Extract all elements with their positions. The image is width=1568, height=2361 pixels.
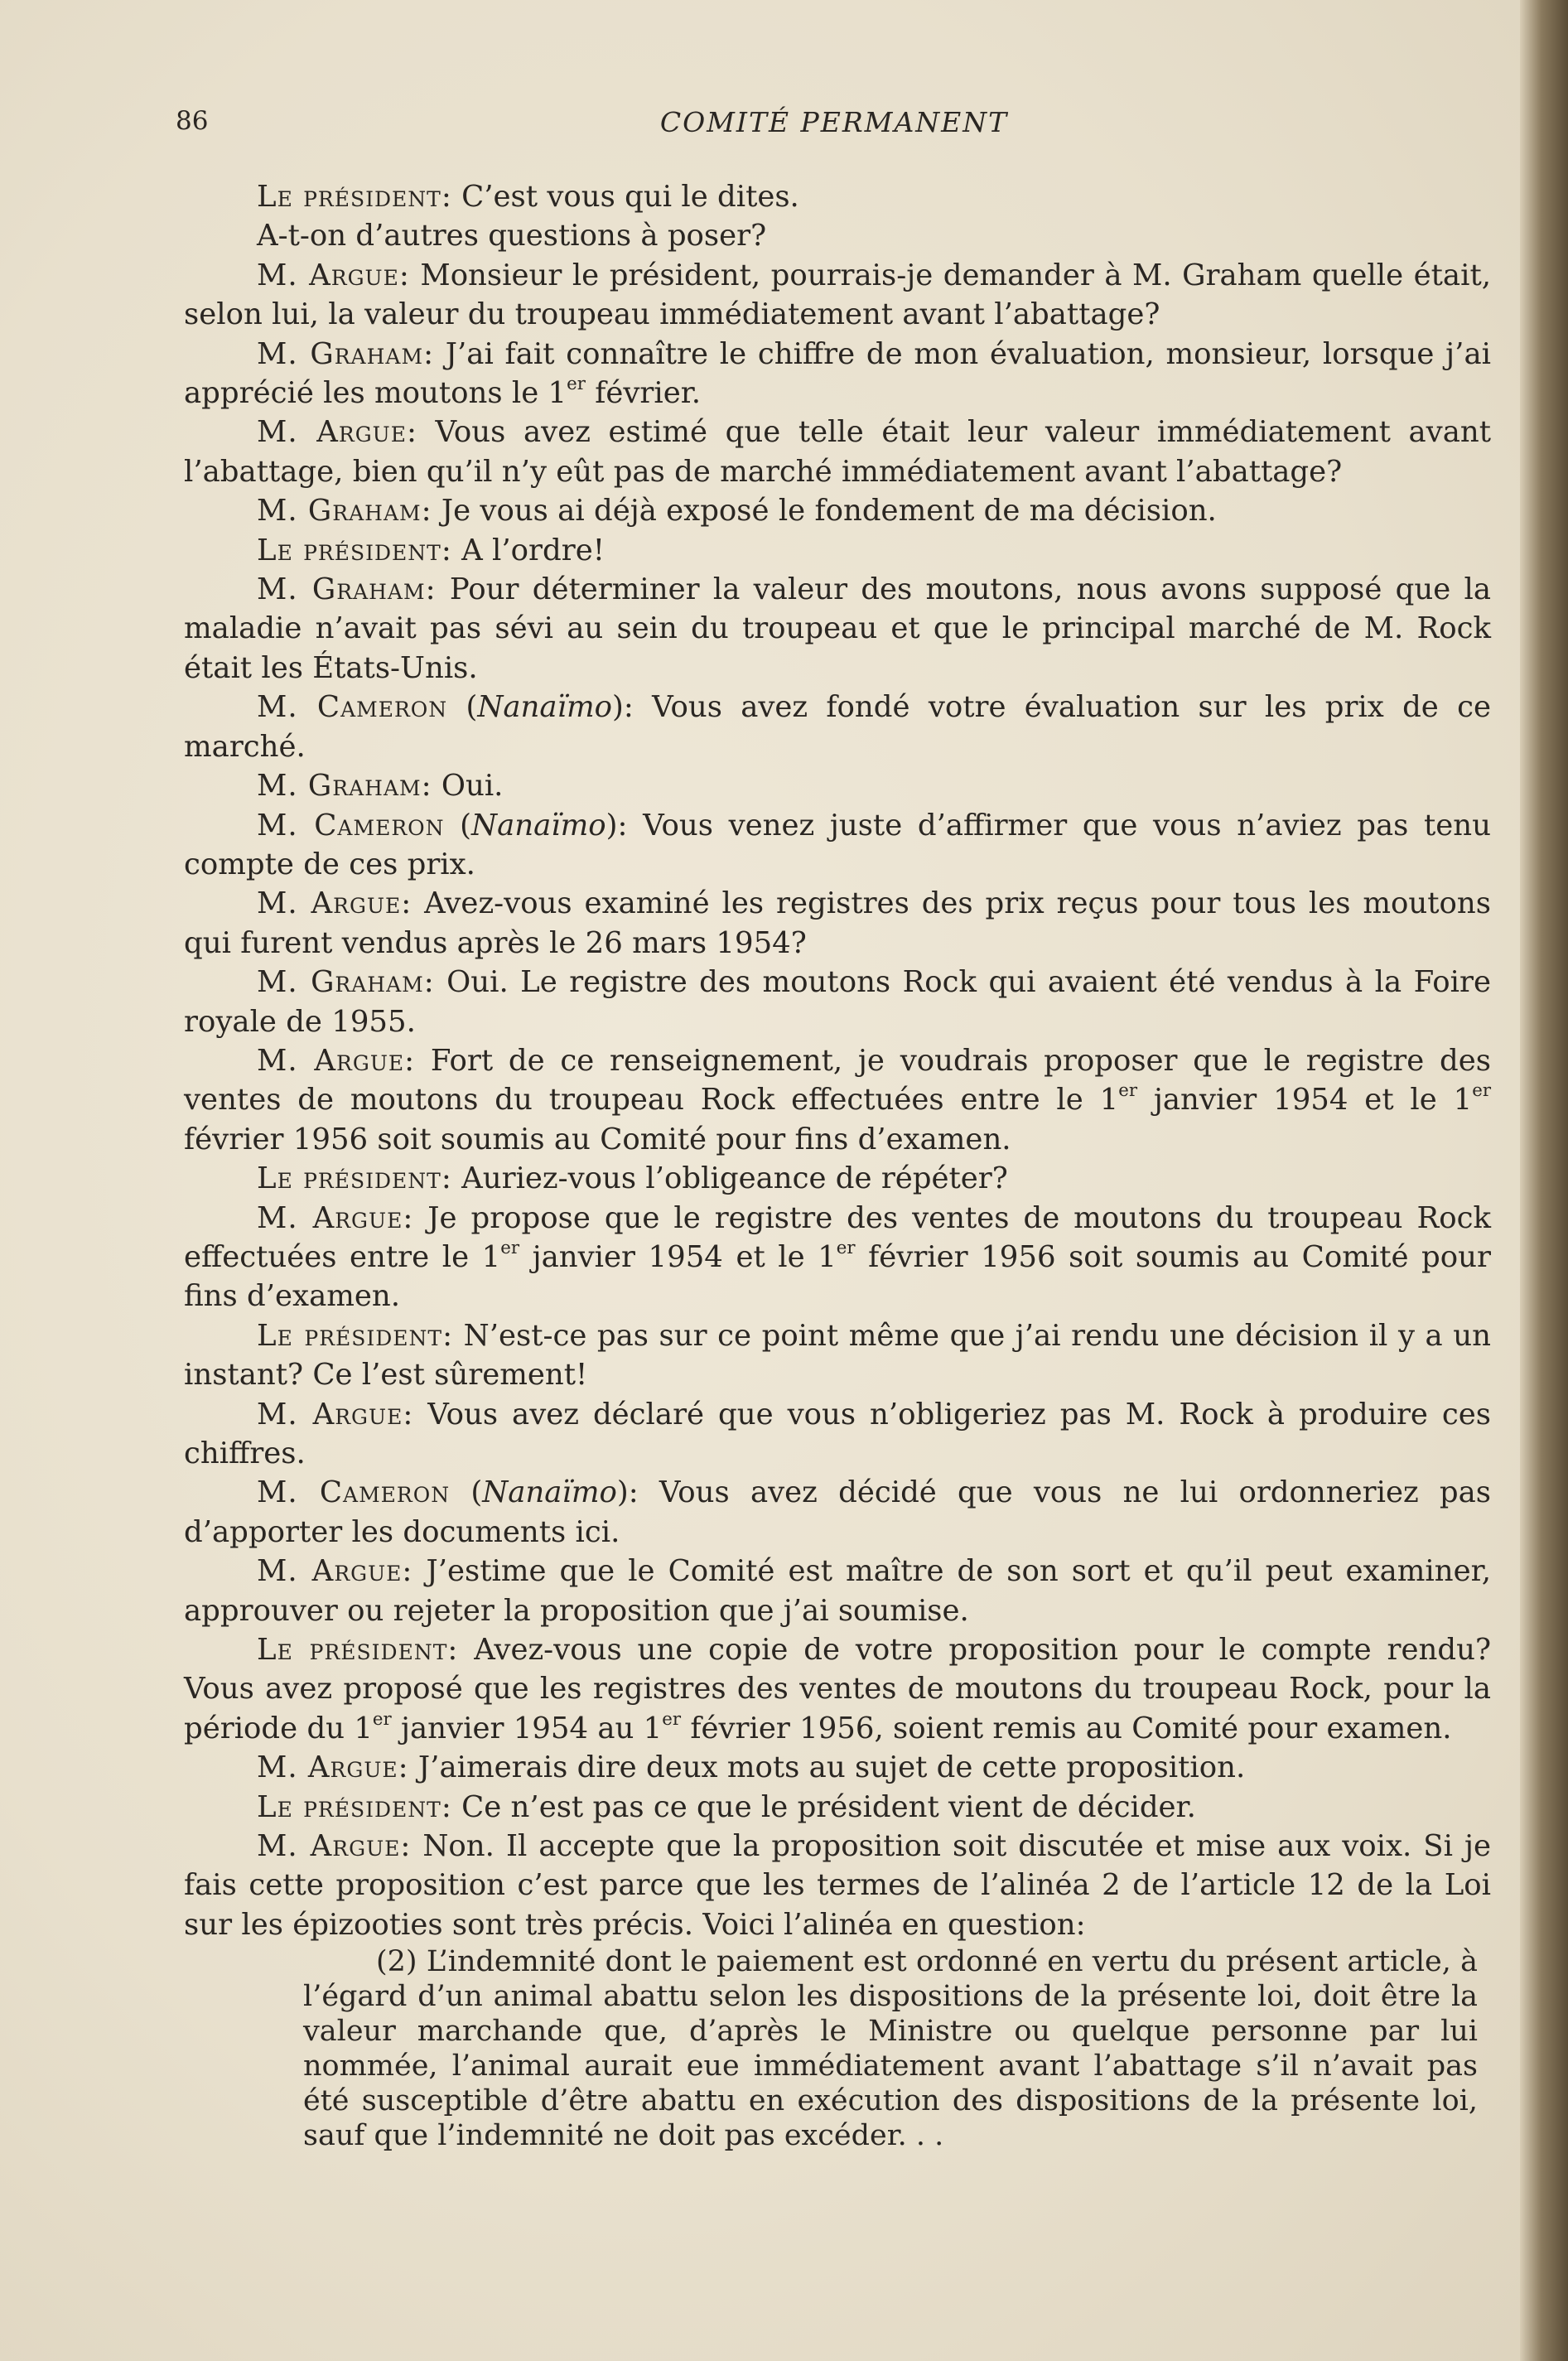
speaker: M. Graham: xyxy=(257,336,435,371)
page-number: 86 xyxy=(176,106,209,136)
paragraph: Le président: A l’ordre! xyxy=(257,533,605,567)
speaker: M. Graham: xyxy=(257,572,437,607)
speaker-riding: Nanaïmo xyxy=(482,1475,617,1510)
speaker: M. Graham: xyxy=(257,965,435,1000)
speaker-riding: Nanaïmo xyxy=(471,808,606,843)
speaker: Le président: xyxy=(257,1161,452,1196)
paragraph: M. Graham: Oui. Le registre des moutons Rock qui avaient été vendus à la Foire royale de 1955. xyxy=(184,965,1491,1039)
speaker: M. Argue: xyxy=(257,886,413,921)
speaker: Le président: xyxy=(257,180,452,214)
speaker: Le président: xyxy=(257,1633,459,1668)
paragraph: M. Argue: Vous avez déclaré que vous n’obligeriez pas M. Rock à produire ces chiffres. xyxy=(184,1397,1491,1470)
speaker: M. Cameron xyxy=(257,808,445,843)
speaker: M. Argue: xyxy=(257,1829,412,1864)
paragraph: M. Argue: Vous avez estimé que telle était leur valeur immédiatement avant l’abattage, bien qu’il n’y eût pas de marché immédiatement avant l’abattage? xyxy=(184,415,1491,489)
paragraph: M. Argue: Fort de ce renseignement, je voudrais proposer que le registre des ventes de moutons du troupeau Rock effectuées entre le 1er janvier 1954 et le 1er février 1956 soit soumis au Comité pour fins d’examen. xyxy=(184,1043,1492,1156)
paragraph: M. Cameron (Nanaïmo): Vous avez décidé que vous ne lui ordonneriez pas d’apporter les documents ici. xyxy=(184,1475,1491,1549)
paragraph: M. Argue: Je propose que le registre des ventes de moutons du troupeau Rock effectuées entre le 1er janvier 1954 et le 1er février 1956 soit soumis au Comité pour fins d’examen. xyxy=(184,1200,1491,1314)
paragraph: M. Cameron (Nanaïmo): Vous venez juste d’affirmer que vous n’aviez pas tenu compte de ces prix. xyxy=(184,808,1491,881)
speaker: Le président: xyxy=(257,533,452,567)
paragraph: M. Graham: Oui. xyxy=(257,769,504,804)
speaker-riding: Nanaïmo xyxy=(477,690,612,725)
speaker: M. Cameron xyxy=(257,690,448,725)
page-body xyxy=(184,177,1491,2153)
paragraph: M. Graham: Pour déterminer la valeur des moutons, nous avons supposé que la maladie n’avait pas sévi au sein du troupeau et que le principal marché de M. Rock était les États-Unis. xyxy=(184,572,1491,685)
quoted-statute: (2) L’indemnité dont le paiement est ordonné en vertu du présent article, à l’égard d’un animal abattu selon les dispositions de la présente loi, doit être la valeur marchande que, d’après le Ministre ou quelque personne par lui nommée, l’animal aurait eue immédiatement avant l’abattage s’il n’avait pas été susceptible d’être abattu en exécution des dispositions de la présente loi, sauf que l’indemnité ne doit pas excéder. . . xyxy=(303,1945,1478,2153)
paragraph: M. Graham: J’ai fait connaître le chiffre de mon évaluation, monsieur, lorsque j’ai apprécié les moutons le 1er février. xyxy=(184,336,1491,411)
speaker: M. Argue: xyxy=(257,415,417,450)
speaker: M. Argue: xyxy=(257,1750,409,1785)
paragraph: M. Cameron (Nanaïmo): Vous avez fondé votre évaluation sur les prix de ce marché. xyxy=(184,690,1491,764)
speaker: M. Graham: xyxy=(257,494,432,529)
speaker: M. Argue: xyxy=(257,1397,414,1432)
page-edge-shadow xyxy=(1520,0,1568,2361)
paragraph: M. Argue: J’aimerais dire deux mots au sujet de cette proposition. xyxy=(257,1750,1246,1785)
speaker: Le président: xyxy=(257,1318,454,1353)
speaker: M. Argue: xyxy=(257,1043,416,1078)
paragraph: Le président: Auriez-vous l’obligeance de répéter? xyxy=(257,1161,1008,1196)
speaker: M. Argue: xyxy=(257,1554,413,1589)
paragraph: M. Graham: Je vous ai déjà exposé le fondement de ma décision. xyxy=(257,494,1217,529)
paragraph: Le président: N’est-ce pas sur ce point même que j’ai rendu une décision il y a un instant? Ce l’est sûrement! xyxy=(184,1318,1491,1393)
paragraph: Le président: Ce n’est pas ce que le président vient de décider. xyxy=(257,1789,1196,1824)
paragraph: Le président: Avez-vous une copie de votre proposition pour le compte rendu? Vous avez proposé que les registres des ventes de moutons du troupeau Rock, pour la période du 1er janvier 1954 au 1er février 1956, soient remis au Comité pour examen. xyxy=(184,1633,1491,1745)
speaker: M. Argue: xyxy=(257,1200,414,1235)
paragraph: M. Argue: Non. Il accepte que la proposition soit discutée et mise aux voix. Si je fais cette proposition c’est parce que les termes de l’alinéa 2 de l’article 12 de la Loi sur les épizooties sont très précis. Voici l’alinéa en question: xyxy=(184,1829,1491,1942)
paragraph: M. Argue: Monsieur le président, pourrais-je demander à M. Graham quelle était, selon lui, la valeur du troupeau immédiatement avant l’abattage? xyxy=(184,258,1491,332)
paragraph: Le président: C’est vous qui le dites. xyxy=(257,180,799,214)
speaker: M. Graham: xyxy=(257,769,432,804)
speaker: Le président: xyxy=(257,1789,452,1824)
speaker: M. Argue: xyxy=(257,258,410,292)
speaker: M. Cameron xyxy=(257,1475,451,1510)
paragraph: A-t-on d’autres questions à poser? xyxy=(257,219,767,253)
page-header xyxy=(176,106,1493,147)
paragraph: M. Argue: Avez-vous examiné les registres des prix reçus pour tous les moutons qui furent vendus après le 26 mars 1954? xyxy=(184,886,1491,960)
paragraph: M. Argue: J’estime que le Comité est maître de son sort et qu’il peut examiner, approuver ou rejeter la proposition que j’ai soumise. xyxy=(184,1554,1491,1628)
running-title: COMITÉ PERMANENT xyxy=(659,106,1009,138)
